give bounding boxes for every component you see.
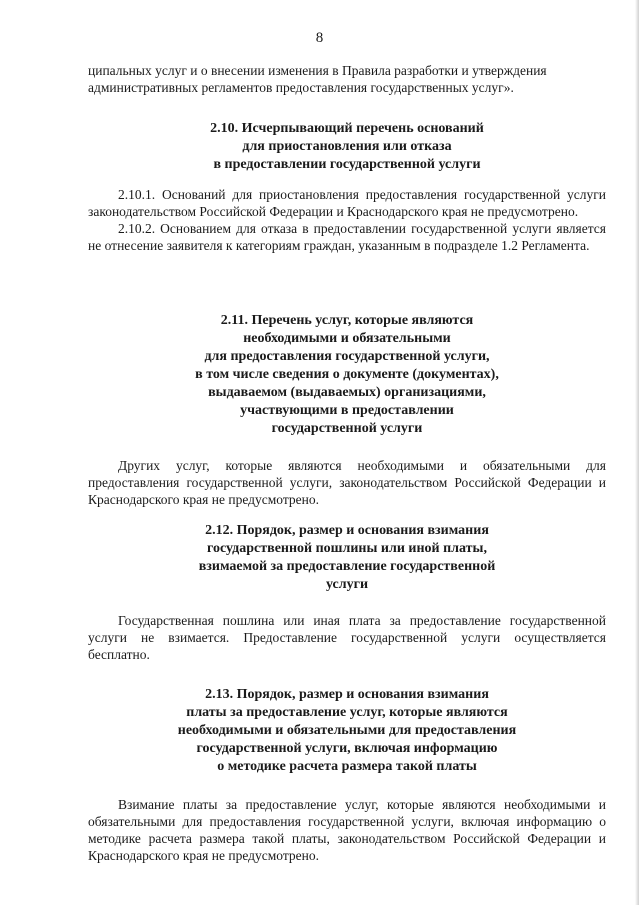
paragraph-2-10-1: 2.10.1. Оснований для приостановления предоставления государственной услуги законодательством Российской Федерации и Краснодарского края не предусмотрено. [88,187,606,219]
heading-line: необходимыми и обязательными для предоставления [177,723,517,738]
section-2-10-body [88,186,606,254]
heading-line: 2.10. Исчерпывающий перечень оснований [210,121,484,136]
paragraph-2-12: Государственная пошлина или иная плата за предоставление государственной услуги не взимается. Предоставление государственной услуги осуществляется бесплатно. [88,613,606,662]
heading-line: взимаемой за предоставление государственной [198,559,496,574]
section-2-10-heading [88,120,606,174]
top-line-2: административных регламентов предоставления государственных услуг». [88,80,514,95]
page-number: 8 [315,30,324,46]
section-2-13-body [88,796,606,864]
scan-edge-shadow [635,0,639,905]
heading-line: необходимыми и обязательными [243,331,451,346]
section-2-13-heading [88,686,606,776]
heading-line: государственной услуги [271,421,423,436]
section-2-12-body [88,612,606,663]
heading-line: о методике расчета размера такой платы [217,759,477,774]
heading-line: государственной пошлины или иной платы, [207,541,487,556]
top-paragraph [88,62,606,96]
section-2-12-heading [88,522,606,594]
heading-line: участвующими в предоставлении [240,403,454,418]
heading-line: услуги [325,577,369,592]
heading-line: 2.13. Порядок, размер и основания взимания [205,687,489,702]
heading-line: 2.12. Порядок, размер и основания взимания [205,523,489,538]
heading-line: в предоставлении государственной услуги [213,157,481,172]
heading-line: государственной услуги, включая информацию [196,741,498,756]
heading-line: для предоставления государственной услуги, [204,349,490,364]
top-line-1: ципальных услуг и о внесении изменения в Правила разработки и утверждения [88,63,547,78]
heading-line: платы за предоставление услуг, которые являются [186,705,508,720]
heading-line: в том числе сведения о документе (документах), [195,367,499,382]
heading-line: 2.11. Перечень услуг, которые являются [220,313,474,328]
section-2-11-heading [88,312,606,438]
heading-line: для приостановления или отказа [242,139,452,154]
section-2-11-body [88,457,606,508]
paragraph-2-11: Других услуг, которые являются необходимыми и обязательными для предоставления государственной услуги, законодательством Российской Федерации и Краснодарского края не предусмотрено. [88,458,606,507]
heading-line: выдаваемом (выдаваемых) организациями, [208,385,486,400]
paragraph-2-10-2: 2.10.2. Основанием для отказа в предоставлении государственной услуги является не отнесение заявителя к категориям граждан, указанным в подразделе 1.2 Регламента. [88,221,606,253]
paragraph-2-13: Взимание платы за предоставление услуг, которые являются необходимыми и обязательными для предоставления государственной услуги, включая информацию о методике расчета размера такой платы, законодательством Российской Федерации и Краснодарского края не предусмотрено. [88,797,606,863]
